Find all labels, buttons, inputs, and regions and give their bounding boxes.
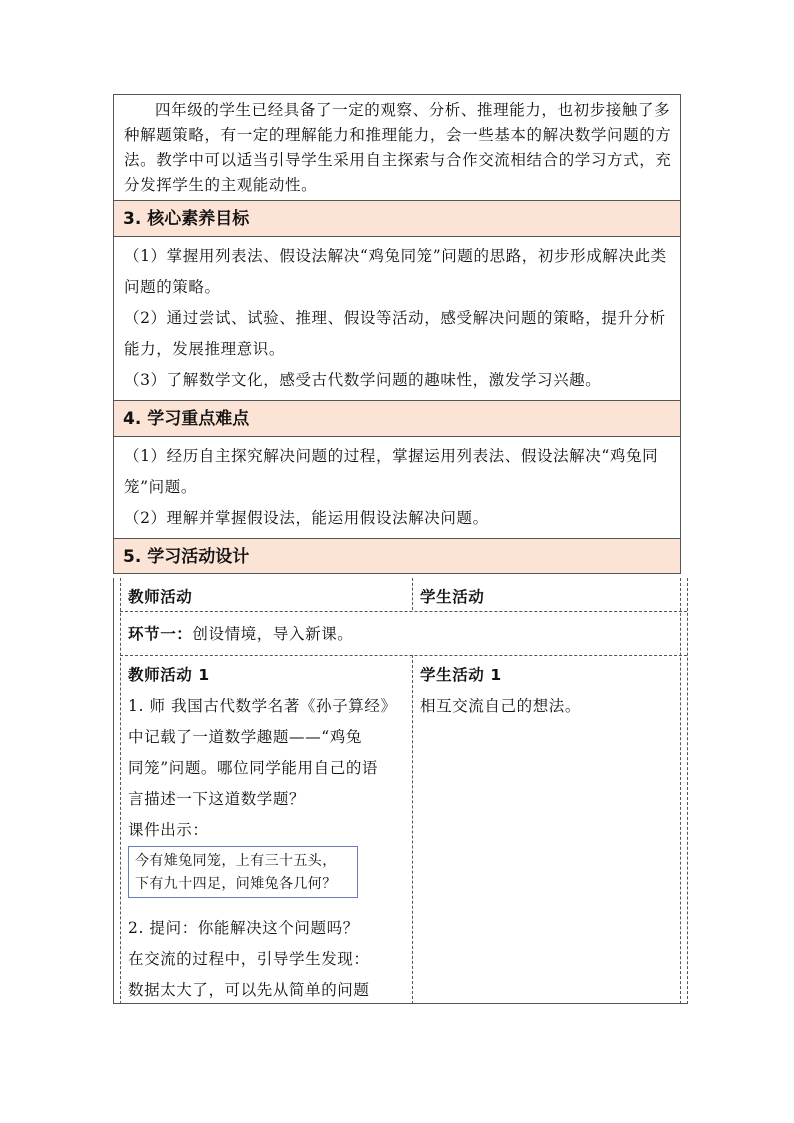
section3-list [113, 236, 681, 400]
row-divider [120, 611, 687, 612]
column-header-student: 学生活动 [420, 588, 485, 606]
teacher-line: 在交流的过程中，引导学生发现： [128, 950, 370, 968]
column-header-teacher: 教师活动 [128, 588, 193, 606]
section3-title: 3. 核心素养目标 [113, 200, 681, 236]
intro-paragraph: 四年级的学生已经具备了一定的观察、分析、推理能力，也初步接触了多种解题策略，有一定的理解能力和推理能力，会一些基本的解决数学问题的方法。教学中可以适当引导学生采用自主探索与合作交流相结合的学习方式，充分发挥学生的主观能动性。 [113, 94, 681, 200]
list-item: （2）通过尝试、试验、推理、假设等活动，感受解决问题的策略，提升分析能力，发展推理意识。 [124, 309, 666, 358]
stage-row [128, 620, 353, 648]
teacher-activity-cell-continued [128, 913, 408, 1006]
courseware-quote-box [128, 846, 358, 898]
teacher-activity-cell [128, 660, 408, 846]
teacher-line: 1. 师 我国古代数学名著《孙子算经》 [128, 697, 397, 715]
column-divider [412, 655, 413, 1004]
stage-label: 环节一： [128, 625, 193, 643]
teacher-activity-title: 教师活动 1 [128, 666, 210, 684]
list-item: （2）理解并掌握假设法，能运用假设法解决问题。 [124, 509, 489, 527]
table-left-border [113, 578, 114, 1004]
section4-title: 4. 学习重点难点 [113, 400, 681, 436]
list-item: （1）经历自主探究解决问题的过程，掌握运用列表法、假设法解决“鸡兔同笼”问题。 [124, 447, 659, 496]
quote-line: 今有雉兔同笼，上有三十五头， [135, 853, 337, 869]
teacher-line: 数据太大了，可以先从简单的问题 [128, 981, 370, 999]
row-divider [120, 655, 687, 656]
column-divider [412, 578, 413, 610]
section4-list [113, 436, 681, 538]
quote-line: 下有九十四足，问雉兔各几何？ [135, 876, 337, 892]
teacher-line: 课件出示： [128, 821, 209, 839]
section5-title: 5. 学习活动设计 [113, 538, 681, 574]
student-activity-text: 相互交流自己的想法。 [420, 697, 582, 715]
list-item: （1）掌握用列表法、假设法解决“鸡兔同笼”问题的思路，初步形成解决此类问题的策略。 [124, 247, 667, 296]
teacher-line: 2. 提问：你能解决这个问题吗？ [128, 919, 359, 937]
teacher-line: 同笼”问题。哪位同学能用自己的语 [128, 759, 379, 777]
list-item: （3）了解数学文化，感受古代数学问题的趣味性，激发学习兴趣。 [124, 371, 602, 389]
document-body [113, 94, 681, 574]
teacher-line: 中记载了一道数学趣题——“鸡兔 [128, 728, 362, 746]
stage-text: 创设情境，导入新课。 [192, 625, 354, 643]
teacher-line: 言描述一下这道数学题？ [128, 790, 306, 808]
student-activity-cell [420, 660, 675, 722]
student-activity-title: 学生活动 1 [420, 666, 502, 684]
table-right-border [687, 578, 688, 1004]
table-inner-left [120, 578, 121, 1004]
table-right-inner [680, 578, 681, 1004]
